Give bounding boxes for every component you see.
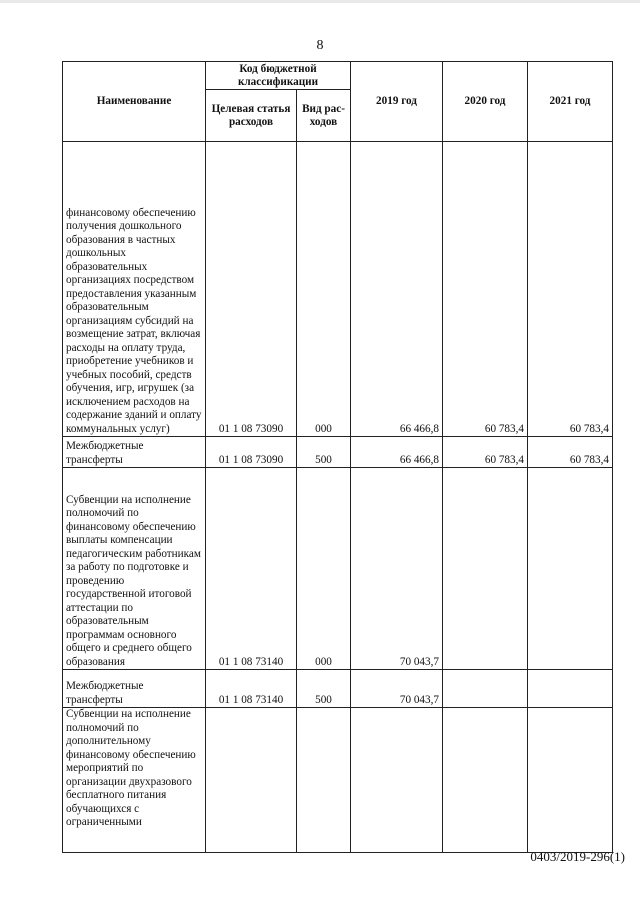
row-type xyxy=(297,708,351,853)
header-target-article: Целевая статья расходов xyxy=(206,90,297,142)
row-type: 000 xyxy=(297,468,351,670)
table-row xyxy=(63,708,613,853)
row-2020 xyxy=(443,670,528,708)
row-2021 xyxy=(528,708,613,853)
row-2020: 60 783,4 xyxy=(443,437,528,468)
header-name: Наименование xyxy=(63,62,206,142)
row-2021: 60 783,4 xyxy=(528,437,613,468)
table-row xyxy=(63,142,613,437)
row-2019: 70 043,7 xyxy=(351,670,443,708)
row-2021: 60 783,4 xyxy=(528,142,613,437)
header-expense-type: Вид рас-ходов xyxy=(297,90,351,142)
row-2019: 70 043,7 xyxy=(351,468,443,670)
row-type: 500 xyxy=(297,670,351,708)
row-2019: 66 466,8 xyxy=(351,437,443,468)
row-2021 xyxy=(528,670,613,708)
budget-table xyxy=(62,61,613,853)
row-2020 xyxy=(443,468,528,670)
table-row xyxy=(63,468,613,670)
table-row xyxy=(63,670,613,708)
header-2021: 2021 год xyxy=(528,62,613,142)
row-2021 xyxy=(528,468,613,670)
row-code xyxy=(206,708,297,853)
row-code: 01 1 08 73140 xyxy=(206,468,297,670)
scan-edge xyxy=(0,0,640,3)
row-2020 xyxy=(443,708,528,853)
row-type: 500 xyxy=(297,437,351,468)
document-number: 0403/2019-296(1) xyxy=(530,849,625,864)
row-name: Субвенции на исполнение полномочий по финансовому обеспечению выплаты компенсации педагогическим работникам за работу по подготовке и проведению государственной итоговой аттестации по образовательным программам основного общего и среднего общего образования xyxy=(63,468,206,670)
row-name: финансовому обеспечению получения дошкольного образования в частных дошкольных образовательных организациях посредством предоставления указанным образовательным организациям субсидий на возмещение затрат, включая расходы на оплату труда, приобретение учебников и учебных пособий, средств обучения, игр, игрушек (за исключением расходов на содержание зданий и оплату коммунальных услуг) xyxy=(63,142,206,437)
row-name: Межбюджетные трансферты xyxy=(63,437,206,468)
table-row xyxy=(63,437,613,468)
row-name: Субвенции на исполнение полномочий по дополнительному финансовому обеспечению мероприятий по организации двухразового бесплатного питания обучающихся с ограниченными xyxy=(63,708,206,853)
row-code: 01 1 08 73140 xyxy=(206,670,297,708)
header-2019: 2019 год xyxy=(351,62,443,142)
row-type: 000 xyxy=(297,142,351,437)
row-code: 01 1 08 73090 xyxy=(206,437,297,468)
row-2019 xyxy=(351,708,443,853)
row-code: 01 1 08 73090 xyxy=(206,142,297,437)
row-2020: 60 783,4 xyxy=(443,142,528,437)
header-2020: 2020 год xyxy=(443,62,528,142)
table-header xyxy=(63,62,613,142)
header-budget-classification: Код бюджетной классификации xyxy=(206,62,351,90)
page-number: 8 xyxy=(316,38,324,53)
row-2019: 66 466,8 xyxy=(351,142,443,437)
row-name: Межбюджетные трансферты xyxy=(63,670,206,708)
